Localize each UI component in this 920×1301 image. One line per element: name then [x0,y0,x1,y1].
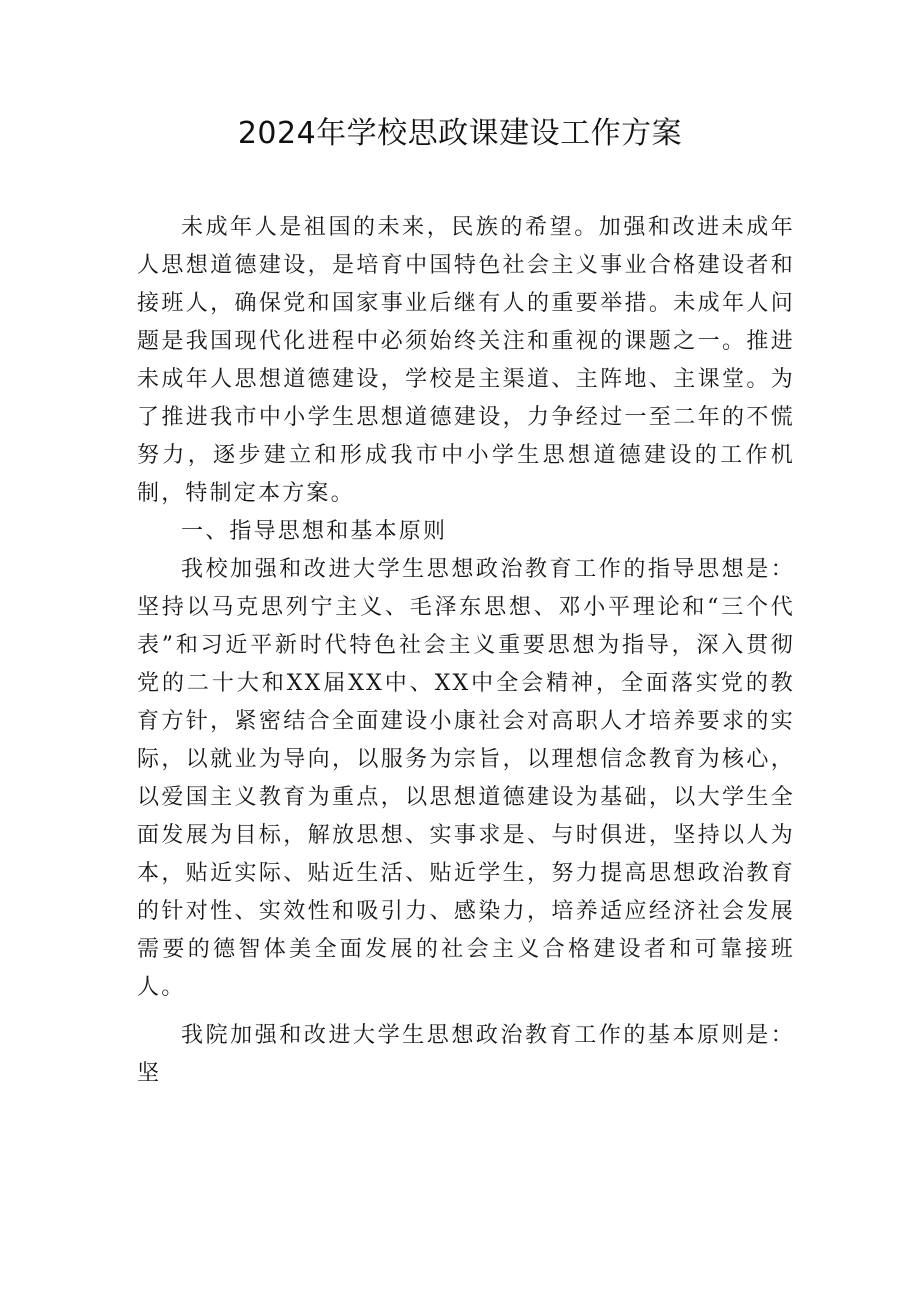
guiding-ideology-paragraph: 我校加强和改进大学生思想政治教育工作的指导思想是：坚持以马克思列宁主义、毛泽东思想、邓小平理论和“三个代表”和习近平新时代特色社会主义重要思想为指导，深入贯彻党的二十大和XX届XX中、XX中全会精神，全面落实党的教育方针，紧密结合全面建设小康社会对高职人才培养要求的实际，以就业为导向，以服务为宗旨，以理想信念教育为核心，以爱国主义教育为重点，以思想道德建设为基础，以大学生全面发展为目标，解放思想、实事求是、与时俱进，坚持以人为本，贴近实际、贴近生活、贴近学生，努力提高思想政治教育的针对性、实效性和吸引力、感染力，培养适应经济社会发展需要的德智体美全面发展的社会主义合格建设者和可靠接班人。 [137,557,795,1000]
section-heading: 一、指导思想和基本原则 [181,519,448,544]
document-title: 2024年学校思政课建设工作方案 [237,116,683,151]
document-body [137,209,795,1093]
intro-paragraph: 未成年人是祖国的未来，民族的希望。加强和改进未成年人思想道德建设，是培育中国特色社会主义事业合格建设者和接班人，确保党和国家事业后继有人的重要举措。未成年人问题是我国现代化进程中必须始终关注和重视的课题之一。推进未成年人思想道德建设，学校是主渠道、主阵地、主课堂。为了推进我市中小学生思想道德建设，力争经过一至二年的不慌努力，逐步建立和形成我市中小学生思想道德建设的工作机制，特制定本方案。 [137,215,795,506]
basic-principles-paragraph: 我院加强和改进大学生思想政治教育工作的基本原则是：坚 [137,1023,795,1086]
